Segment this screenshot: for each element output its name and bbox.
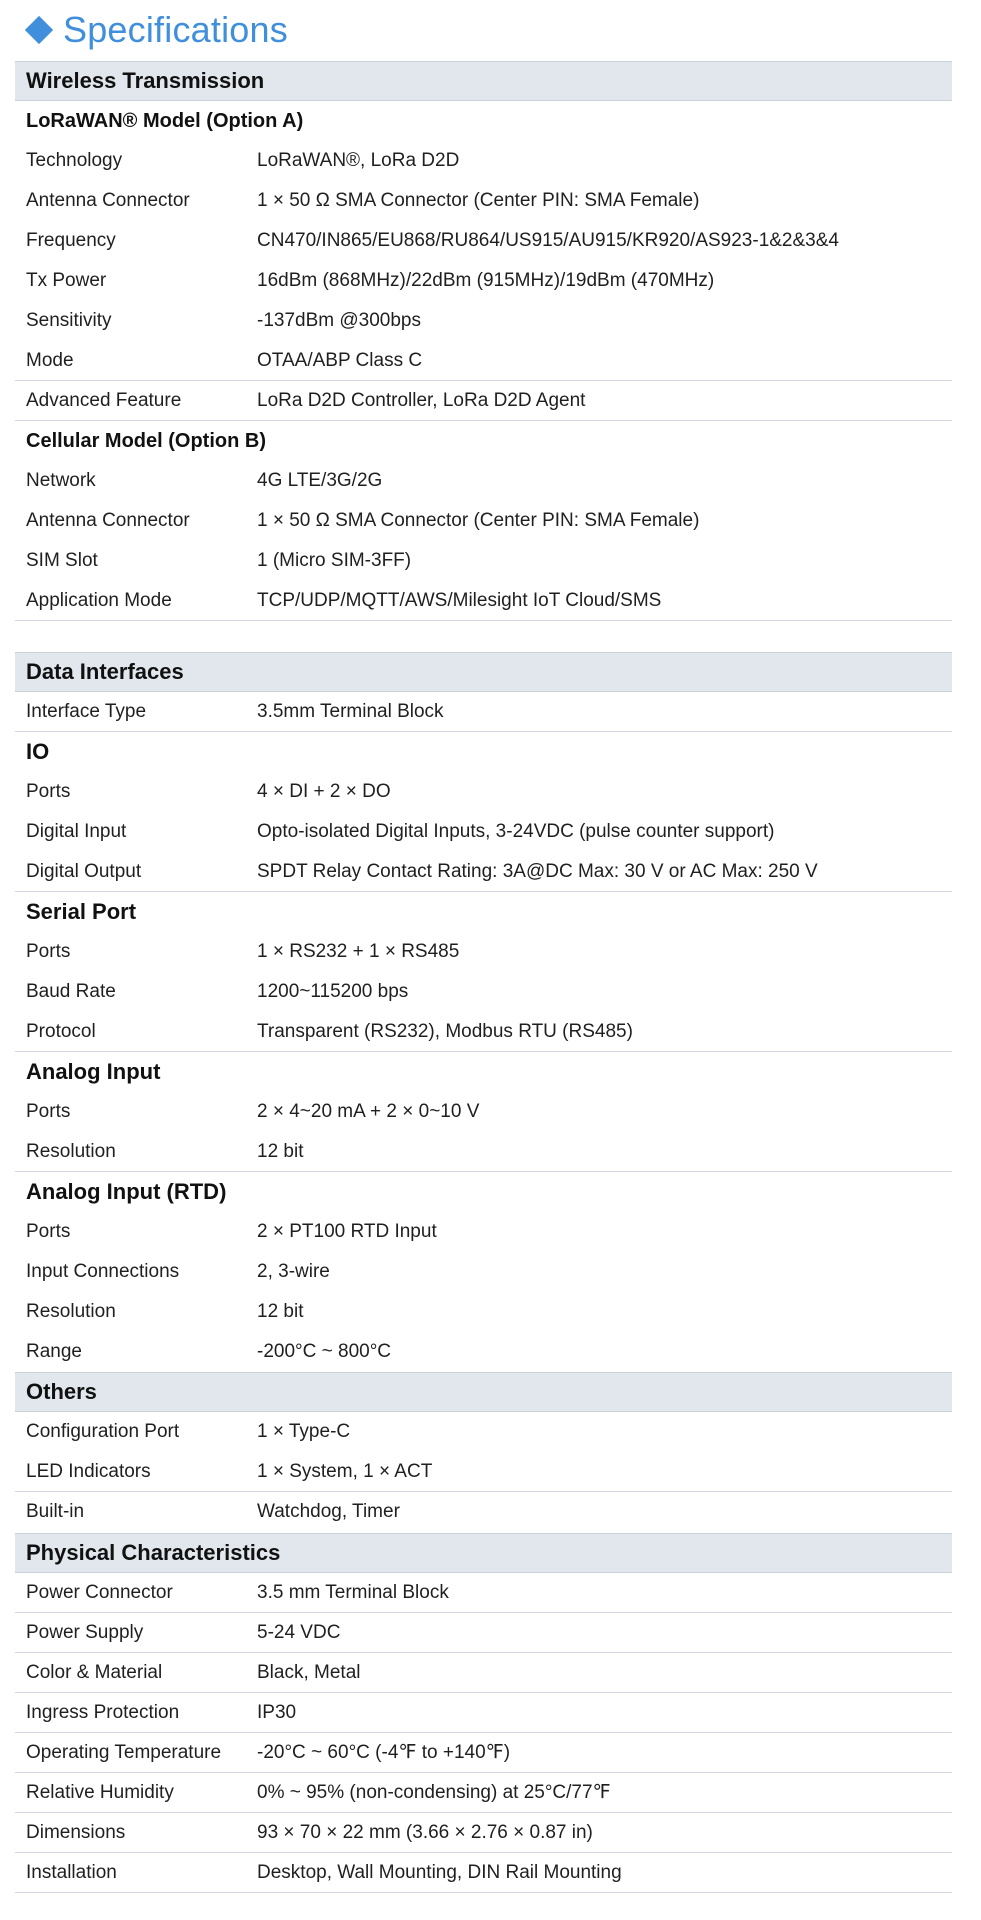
spec-value: 4 × DI + 2 × DO bbox=[257, 781, 391, 802]
spec-row bbox=[15, 1813, 952, 1853]
spec-row bbox=[15, 581, 952, 621]
spec-row bbox=[15, 1492, 952, 1532]
spec-value: 1 × RS232 + 1 × RS485 bbox=[257, 941, 460, 962]
spec-label: Operating Temperature bbox=[26, 1741, 222, 1763]
spec-row bbox=[15, 461, 952, 501]
spec-label: Tx Power bbox=[26, 270, 107, 291]
spec-label: Frequency bbox=[26, 230, 116, 251]
spec-label: Resolution bbox=[26, 1140, 116, 1162]
spec-label: Digital Output bbox=[26, 860, 142, 882]
subsection-title-cellular: Cellular Model (Option B) bbox=[26, 429, 266, 452]
spec-label: Mode bbox=[26, 349, 74, 371]
spec-row bbox=[15, 1573, 952, 1613]
subsection-title-analog-input-rtd: Analog Input (RTD) bbox=[26, 1179, 227, 1204]
spec-label: Digital Input bbox=[26, 821, 127, 842]
spec-value: 12 bit bbox=[257, 1301, 304, 1322]
spec-value: 2, 3-wire bbox=[257, 1261, 330, 1282]
spec-row bbox=[15, 501, 952, 541]
spec-label: Configuration Port bbox=[26, 1421, 180, 1442]
spec-value: 4G LTE/3G/2G bbox=[257, 470, 383, 491]
spec-row bbox=[15, 1613, 952, 1653]
spec-row bbox=[15, 1773, 952, 1813]
wireless-section bbox=[15, 61, 952, 621]
subsection-title-io: IO bbox=[26, 739, 50, 764]
spec-value: 3.5mm Terminal Block bbox=[257, 700, 444, 722]
spec-value: 0% ~ 95% (non-condensing) at 25°C/77℉ bbox=[257, 1782, 611, 1803]
spec-value: 1 × Type-C bbox=[257, 1421, 351, 1442]
spec-row bbox=[15, 1332, 952, 1372]
spec-value: 5-24 VDC bbox=[257, 1621, 341, 1643]
spec-value: -137dBm @300bps bbox=[257, 310, 421, 331]
page-title-text: Specifications bbox=[63, 9, 288, 50]
spec-value: CN470/IN865/EU868/RU864/US915/AU915/KR920/AS923-1&2&3&4 bbox=[257, 230, 839, 251]
spec-row bbox=[15, 261, 952, 301]
spec-value: Opto-isolated Digital Inputs, 3-24VDC (pulse counter support) bbox=[257, 821, 775, 842]
spec-label: Power Supply bbox=[26, 1621, 144, 1643]
spec-label: Sensitivity bbox=[26, 310, 112, 331]
spec-value: Watchdog, Timer bbox=[257, 1501, 400, 1522]
spec-row bbox=[15, 301, 952, 341]
spec-label: Input Connections bbox=[26, 1261, 180, 1282]
spec-label: LED Indicators bbox=[26, 1460, 151, 1482]
spec-label: Technology bbox=[26, 150, 123, 171]
spec-value: 1 × System, 1 × ACT bbox=[257, 1460, 433, 1482]
subsection-title-analog-input: Analog Input bbox=[26, 1059, 161, 1084]
spec-value: IP30 bbox=[257, 1701, 297, 1723]
spec-row bbox=[15, 932, 952, 972]
spec-label: Ports bbox=[26, 1221, 71, 1242]
section-header-physical: Physical Characteristics bbox=[15, 1533, 952, 1573]
page-title bbox=[23, 6, 288, 54]
physical-section bbox=[15, 1533, 952, 1893]
spec-label: Protocol bbox=[26, 1020, 96, 1042]
spec-value: LoRaWAN®, LoRa D2D bbox=[257, 150, 460, 171]
spec-label: Built-in bbox=[26, 1501, 85, 1522]
spec-value: TCP/UDP/MQTT/AWS/Milesight IoT Cloud/SMS bbox=[257, 589, 662, 611]
spec-label: Ports bbox=[26, 781, 71, 802]
spec-label: Range bbox=[26, 1341, 82, 1362]
spec-value: 2 × 4~20 mA + 2 × 0~10 V bbox=[257, 1101, 480, 1122]
spec-row bbox=[15, 692, 952, 732]
spec-value: 1 (Micro SIM-3FF) bbox=[257, 550, 412, 571]
spec-label: Interface Type bbox=[26, 700, 147, 722]
spec-label: Power Connector bbox=[26, 1581, 173, 1603]
spec-row bbox=[15, 1733, 952, 1773]
spec-label: Antenna Connector bbox=[26, 510, 190, 531]
spec-row bbox=[15, 341, 952, 381]
spec-value: 3.5 mm Terminal Block bbox=[257, 1581, 449, 1603]
spec-row bbox=[15, 1132, 952, 1172]
spec-value: 93 × 70 × 22 mm (3.66 × 2.76 × 0.87 in) bbox=[257, 1821, 593, 1843]
spec-row bbox=[15, 972, 952, 1012]
spec-row bbox=[15, 1012, 952, 1052]
diamond-bullet-icon bbox=[25, 16, 53, 44]
spec-row bbox=[15, 541, 952, 581]
spec-row bbox=[15, 381, 952, 421]
spec-label: Relative Humidity bbox=[26, 1781, 174, 1803]
spec-label: Ports bbox=[26, 1101, 71, 1122]
section-header-others: Others bbox=[15, 1372, 952, 1412]
spec-row bbox=[15, 1452, 952, 1492]
spec-value: Black, Metal bbox=[257, 1661, 361, 1683]
spec-row bbox=[15, 181, 952, 221]
subsection-title-serial-port: Serial Port bbox=[26, 899, 137, 924]
spec-row bbox=[15, 1092, 952, 1132]
spec-value: -20°C ~ 60°C (-4℉ to +140℉) bbox=[257, 1742, 511, 1763]
spec-label: Application Mode bbox=[26, 589, 172, 611]
spec-label: Dimensions bbox=[26, 1821, 126, 1843]
others-section bbox=[15, 1372, 952, 1532]
spec-label: Installation bbox=[26, 1861, 117, 1883]
data-interfaces-section bbox=[15, 652, 952, 1372]
spec-row bbox=[15, 1292, 952, 1332]
section-header-wireless: Wireless Transmission bbox=[15, 61, 952, 101]
spec-row bbox=[15, 221, 952, 261]
spec-label: Antenna Connector bbox=[26, 190, 190, 211]
spec-row bbox=[15, 812, 952, 852]
section-header-data-interfaces: Data Interfaces bbox=[15, 652, 952, 692]
spec-value: Desktop, Wall Mounting, DIN Rail Mounting bbox=[257, 1861, 622, 1883]
spec-label: Ingress Protection bbox=[26, 1701, 180, 1723]
spec-row bbox=[15, 141, 952, 181]
spec-label: SIM Slot bbox=[26, 550, 98, 571]
spec-row bbox=[15, 1693, 952, 1733]
spec-value: 16dBm (868MHz)/22dBm (915MHz)/19dBm (470MHz) bbox=[257, 270, 715, 291]
spec-row bbox=[15, 1653, 952, 1693]
spec-value: 1 × 50 Ω SMA Connector (Center PIN: SMA Female) bbox=[257, 190, 700, 211]
spec-value: SPDT Relay Contact Rating: 3A@DC Max: 30 V or AC Max: 250 V bbox=[257, 860, 818, 882]
spec-label: Color & Material bbox=[26, 1661, 163, 1683]
spec-value: OTAA/ABP Class C bbox=[257, 349, 423, 371]
spec-label: Ports bbox=[26, 941, 71, 962]
spec-label: Advanced Feature bbox=[26, 389, 182, 411]
spec-value: -200°C ~ 800°C bbox=[257, 1341, 392, 1362]
spec-value: 1 × 50 Ω SMA Connector (Center PIN: SMA Female) bbox=[257, 510, 700, 531]
spec-row bbox=[15, 852, 952, 892]
spec-row bbox=[15, 1252, 952, 1292]
spec-row bbox=[15, 1853, 952, 1893]
spec-value: 12 bit bbox=[257, 1140, 304, 1162]
spec-value: 2 × PT100 RTD Input bbox=[257, 1221, 437, 1242]
spec-label: Baud Rate bbox=[26, 981, 116, 1002]
spec-row bbox=[15, 1212, 952, 1252]
subsection-title-lorawan: LoRaWAN® Model (Option A) bbox=[26, 109, 304, 132]
spec-row bbox=[15, 772, 952, 812]
spec-label: Resolution bbox=[26, 1301, 116, 1322]
spec-value: Transparent (RS232), Modbus RTU (RS485) bbox=[257, 1020, 633, 1042]
spec-row bbox=[15, 1412, 952, 1452]
spec-value: 1200~115200 bps bbox=[257, 981, 409, 1002]
spec-label: Network bbox=[26, 470, 96, 491]
spec-value: LoRa D2D Controller, LoRa D2D Agent bbox=[257, 389, 586, 411]
